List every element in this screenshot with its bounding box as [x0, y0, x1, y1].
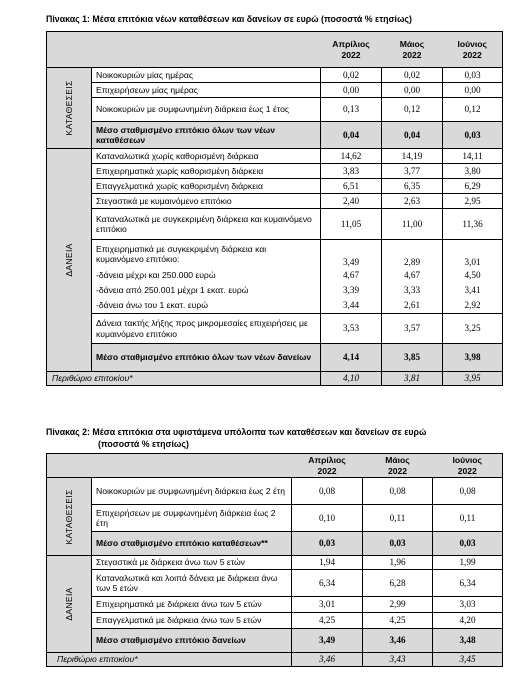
table-row: Επαγγελματικά με διάρκεια άνω των 5 ετών 4,25 4,25 4,20: [47, 613, 503, 629]
row-label: -δάνεια από 250.001 μέχρι 1 εκατ. ευρώ: [92, 283, 321, 298]
table-row-margin: Περιθώριο επιτοκίου* 4,10 3,81 3,95: [47, 372, 503, 386]
table-row: -δάνεια μέχρι και 250.000 ευρώ 4,67 4,67 4,50: [47, 268, 503, 283]
table1-col-may: Μάιος 2022: [382, 32, 443, 68]
table-row-total: Μέσο σταθμισμένο επιτόκιο όλων των νέων δανείων 4,14 3,85 3,98: [47, 344, 503, 372]
row-label: Επιχειρηματικά με συγκεκριμένη διάρκεια και κυμαινόμενο επιτόκιο:: [92, 240, 321, 268]
row-label: Μέσο σταθμισμένο επιτόκιο όλων των νέων δανείων: [92, 344, 321, 372]
table-row: Στεγαστικά με κυμαινόμενο επιτόκιο 2,40 2,63 2,95: [47, 194, 503, 209]
table-row: Νοικοκυριών με συμφωνημένη διάρκεια έως 1 έτος 0,13 0,12 0,12: [47, 98, 503, 122]
table-row-margin: Περιθώριο επιτοκίου* 3,46 3,43 3,45: [47, 653, 503, 667]
row-label: Περιθώριο επιτοκίου*: [47, 372, 321, 386]
row-label: Μέσο σταθμισμένο επιτόκιο όλων των νέων καταθέσεων: [92, 122, 321, 149]
row-label: Καταναλωτικά και λοιπά δάνεια με διάρκεια άνω των 5 ετών: [92, 570, 292, 597]
table-row-total: Μέσο σταθμισμένο επιτόκιο καταθέσεων** 0,03 0,03 0,03: [47, 532, 503, 556]
table2-header-row: [47, 454, 503, 478]
table2-col-june: Ιούνιος 2022: [433, 454, 503, 478]
table-row: ΔΑΝΕΙΑ Στεγαστικά με διάρκεια άνω των 5 ετών 1,94 1,96 1,99: [47, 556, 503, 570]
row-label: -δάνεια άνω του 1 εκατ. ευρώ: [92, 298, 321, 314]
row-label: Επαγγελματικά χωρίς καθορισμένη διάρκεια: [92, 179, 321, 194]
row-label: Στεγαστικά με κυμαινόμενο επιτόκιο: [92, 194, 321, 209]
row-label: Μέσο σταθμισμένο επιτόκιο δανείων: [92, 629, 292, 653]
table-row: ΚΑΤΑΘΕΣΕΙΣ Νοικοκυριών με συμφωνημένη διάρκεια έως 2 έτη 0,08 0,08 0,08: [47, 478, 503, 505]
row-label: Περιθώριο επιτοκίου*: [47, 653, 292, 667]
group-label-deposits: ΚΑΤΑΘΕΣΕΙΣ: [47, 478, 92, 556]
row-label: Νοικοκυριών με συμφωνημένη διάρκεια έως 1 έτος: [92, 98, 321, 122]
table-row: Καταναλωτικά με συγκεκριμένη διάρκεια και κυμαινόμενο επιτόκιο 11,05 11,00 11,36: [47, 209, 503, 240]
table-row: Επαγγελματικά χωρίς καθορισμένη διάρκεια 6,51 6,35 6,29: [47, 179, 503, 194]
row-label: -δάνεια μέχρι και 250.000 ευρώ: [92, 268, 321, 283]
table-row: -δάνεια από 250.001 μέχρι 1 εκατ. ευρώ 3,39 3,33 3,41: [47, 283, 503, 298]
table2-col-april: Απρίλιος 2022: [292, 454, 363, 478]
table-row: Καταναλωτικά και λοιπά δάνεια με διάρκεια άνω των 5 ετών 6,34 6,28 6,34: [47, 570, 503, 597]
row-label: Επιχειρήσεων με συμφωνημένη διάρκεια έως 2 έτη: [92, 505, 292, 532]
table-row: ΔΑΝΕΙΑ Καταναλωτικά χωρίς καθορισμένη διάρκεια 14,62 14,19 14,11: [47, 149, 503, 164]
table2-title-cont: (ποσοστά % ετησίως): [98, 439, 189, 449]
table-row-total: Μέσο σταθμισμένο επιτόκιο όλων των νέων καταθέσεων 0,04 0,04 0,03: [47, 122, 503, 149]
table-row: Δάνεια τακτής λήξης προς μικρομεσαίες επιχειρήσεις με κυμαινόμενο επιτόκιο 3,53 3,57 3,25: [47, 314, 503, 344]
group-label-deposits: ΚΑΤΑΘΕΣΕΙΣ: [47, 68, 92, 149]
table-row: ΚΑΤΑΘΕΣΕΙΣ Νοικοκυριών μίας ημέρας 0,02 0,02 0,03: [47, 68, 503, 83]
row-label: Μέσο σταθμισμένο επιτόκιο καταθέσεων**: [92, 532, 292, 556]
group-label-loans: ΔΑΝΕΙΑ: [47, 556, 92, 653]
row-label: Νοικοκυριών μίας ημέρας: [92, 68, 321, 83]
table-row: -δάνεια άνω του 1 εκατ. ευρώ 3,44 2,61 2,92: [47, 298, 503, 314]
row-label: Επιχειρηματικά με διάρκεια άνω των 5 ετών: [92, 597, 292, 613]
table-row: Επιχειρηματικά με διάρκεια άνω των 5 ετών 3,01 2,99 3,03: [47, 597, 503, 613]
table-row-total: Μέσο σταθμισμένο επιτόκιο δανείων 3,49 3,46 3,48: [47, 629, 503, 653]
row-label: Δάνεια τακτής λήξης προς μικρομεσαίες επιχειρήσεις με κυμαινόμενο επιτόκιο: [92, 314, 321, 344]
group-label-loans: ΔΑΝΕΙΑ: [47, 149, 92, 372]
row-label: Καταναλωτικά με συγκεκριμένη διάρκεια και κυμαινόμενο επιτόκιο: [92, 209, 321, 240]
table1-header-row: [47, 32, 503, 68]
row-label: Επιχειρηματικά χωρίς καθορισμένη διάρκεια: [92, 164, 321, 179]
table1: [46, 31, 503, 386]
table2-title: Πίνακας 2: Μέσα επιτόκια στα υφιστάμενα υπόλοιπα των καταθέσεων και δανείων σε ευρώ: [46, 427, 427, 437]
row-label: Στεγαστικά με διάρκεια άνω των 5 ετών: [92, 556, 292, 570]
table2: [46, 453, 503, 667]
table-row: Επιχειρηματικά χωρίς καθορισμένη διάρκεια 3,83 3,77 3,80: [47, 164, 503, 179]
table1-col-april: Απρίλιος 2022: [321, 32, 382, 68]
row-label: Νοικοκυριών με συμφωνημένη διάρκεια έως 2 έτη: [92, 478, 292, 505]
table1-col-june: Ιούνιος 2022: [443, 32, 503, 68]
table1-title: Πίνακας 1: Μέσα επιτόκια νέων καταθέσεων και δανείων σε ευρώ (ποσοστά % ετησίως): [46, 14, 412, 24]
row-label: Επαγγελματικά με διάρκεια άνω των 5 ετών: [92, 613, 292, 629]
table-row: Επιχειρήσεων μίας ημέρας 0,00 0,00 0,00: [47, 83, 503, 98]
table2-col-may: Μάιος 2022: [363, 454, 433, 478]
table-row: Επιχειρηματικά με συγκεκριμένη διάρκεια και κυμαινόμενο επιτόκιο: 3,49 2,89 3,01: [47, 240, 503, 268]
row-label: Καταναλωτικά χωρίς καθορισμένη διάρκεια: [92, 149, 321, 164]
row-label: Επιχειρήσεων μίας ημέρας: [92, 83, 321, 98]
table-row: Επιχειρήσεων με συμφωνημένη διάρκεια έως 2 έτη 0,10 0,11 0,11: [47, 505, 503, 532]
